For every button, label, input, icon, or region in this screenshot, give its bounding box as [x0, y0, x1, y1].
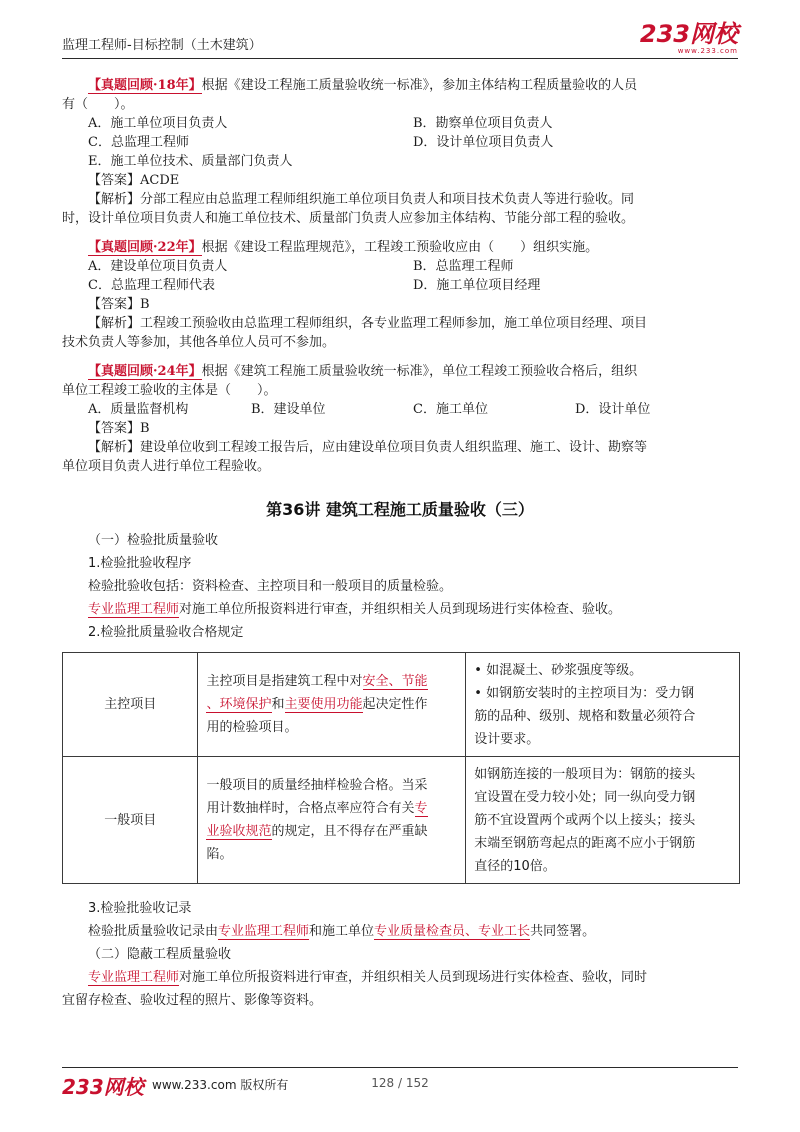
general-example-2: 宜设置在受力较小处；同一纵向受力钢	[474, 789, 696, 805]
main-control-example-2: • 如钢筋安装时的主控项目为：受力钢	[474, 685, 695, 701]
q1-stem-line1	[88, 76, 637, 96]
q2-tag: 【真题回顾·22年】	[88, 240, 202, 255]
q1-tag: 【真题回顾·18年】	[88, 78, 202, 93]
general-desc-2: 用计数抽样时，合格点率应符合有关	[206, 801, 415, 816]
heading-batch-record: 3.检验批验收记录	[88, 901, 192, 916]
q2-option-d: D．施工单位项目经理	[413, 278, 541, 293]
q1-analysis-1: 【解析】分部工程应由总监理工程师组织施工单位项目负责人和项目技术负责人等进行验收。同	[88, 192, 635, 207]
q3-analysis-1: 【解析】建设单位收到工程竣工报告后，应由建设单位项目负责人组织监理、施工、设计、勘察等	[88, 440, 648, 455]
q3-answer: 【答案】B	[88, 421, 150, 436]
q3-option-b: B．建设单位	[251, 402, 326, 417]
header-title: 监理工程师-目标控制（土木建筑）	[62, 38, 262, 53]
concealed-works-text-2: 宜留存检查、验收过程的照片、影像等资料。	[62, 993, 323, 1008]
main-control-desc-1: 主控项目是指建筑工程中对	[206, 674, 363, 689]
q3-stem-line1	[88, 362, 637, 382]
batch-inspector-paragraph	[88, 599, 621, 621]
main-control-example-4: 设计要求。	[474, 731, 540, 747]
highlight-supervisor: 专业监理工程师	[88, 602, 180, 617]
brand-logo-text: 233网校	[639, 20, 738, 48]
q3-stem-2: 单位工程竣工验收的主体是（ ）。	[62, 383, 277, 398]
heading-inspection-batch: （一）检验批质量验收	[88, 533, 219, 548]
q3-option-a: A．质量监督机构	[88, 402, 189, 417]
highlight-main-function: 主要使用功能	[284, 697, 363, 712]
highlight-supervisor-2: 专业监理工程师	[218, 924, 310, 939]
footer-brand-logo: 233网校	[62, 1075, 144, 1099]
q3-option-d: D．设计单位	[575, 402, 651, 417]
q1-option-b: B．勘察单位项目负责人	[413, 116, 553, 131]
concealed-works-paragraph	[88, 967, 647, 989]
main-control-desc-2: 和	[271, 697, 285, 712]
footer-copyright: www.233.com 版权所有	[152, 1078, 289, 1092]
q2-stem-line1	[88, 238, 598, 258]
general-example-5: 直径的10倍。	[474, 858, 556, 874]
batch-procedure-text: 检验批验收包括：资料检查、主控项目和一般项目的质量检验。	[88, 579, 453, 594]
general-example-1: 如钢筋连接的一般项目为：钢筋的接头	[474, 766, 696, 782]
q1-option-e: E．施工单位技术、质量部门负责人	[88, 154, 293, 169]
q2-stem-1: 根据《建设工程监理规范》，工程竣工预验收应由（ ）组织实施。	[201, 240, 599, 255]
heading-batch-criteria: 2.检验批质量验收合格规定	[88, 625, 244, 640]
q3-stem-1: 根据《建筑工程施工质量验收统一标准》，单位工程竣工预验收合格后，组织	[201, 364, 638, 379]
q1-stem-1: 根据《建设工程施工质量验收统一标准》，参加主体结构工程质量验收的人员	[201, 78, 638, 93]
table-row	[63, 757, 740, 884]
q1-option-a: A．施工单位项目负责人	[88, 116, 228, 131]
general-desc-3: 的规定，且不得存在严重缺	[271, 824, 428, 839]
general-desc-1: 一般项目的质量经抽样检验合格。当采	[206, 778, 428, 793]
q1-option-d: D．设计单位项目负责人	[413, 135, 554, 150]
row-label-general: 一般项目	[63, 757, 198, 884]
header-rule	[62, 58, 738, 59]
q1-stem-2: 有（ ）。	[62, 97, 134, 112]
highlight-quality-inspector: 专业质量检查员、专业工长	[374, 924, 531, 939]
footer-rule	[62, 1067, 738, 1068]
general-desc-4: 陷。	[206, 847, 233, 862]
q2-option-b: B．总监理工程师	[413, 259, 514, 274]
highlight-spec-1: 专	[414, 801, 428, 816]
q3-option-c: C．施工单位	[413, 402, 488, 417]
main-control-example-1: • 如混凝土、砂浆强度等级。	[474, 662, 643, 678]
main-control-desc-4: 用的检验项目。	[206, 720, 298, 735]
q2-analysis-2: 技术负责人等参加，其他各单位人员可不参加。	[62, 335, 336, 350]
q1-answer: 【答案】ACDE	[88, 173, 180, 188]
q2-analysis-1: 【解析】工程竣工预验收由总监理工程师组织，各专业监理工程师参加，施工单位项目经理、项目	[88, 316, 648, 331]
concealed-works-text-1: 对施工单位所报资料进行审查，并组织相关人员到现场进行实体检查、验收，同时	[179, 970, 648, 985]
q1-option-c: C．总监理工程师	[88, 135, 189, 150]
q3-analysis-2: 单位项目负责人进行单位工程验收。	[62, 459, 271, 474]
highlight-environment: 、环境保护	[206, 697, 272, 712]
q2-answer: 【答案】B	[88, 297, 150, 312]
heading-batch-procedure: 1.检验批验收程序	[88, 556, 192, 571]
general-example-3: 筋不宜设置两个或两个以上接头；接头	[474, 812, 696, 828]
batch-record-text-1: 检验批质量验收记录由	[88, 924, 219, 939]
brand-logo	[640, 22, 738, 55]
highlight-supervisor-3: 专业监理工程师	[88, 970, 180, 985]
q2-option-a: A．建设单位项目负责人	[88, 259, 228, 274]
criteria-table	[62, 652, 740, 884]
general-definition	[198, 757, 466, 884]
q3-tag: 【真题回顾·24年】	[88, 364, 202, 379]
highlight-spec-2: 业验收规范	[206, 824, 272, 839]
heading-concealed-works: （二）隐蔽工程质量验收	[88, 947, 232, 962]
q2-option-c: C．总监理工程师代表	[88, 278, 215, 293]
main-control-example-3: 筋的品种、级别、规格和数量必须符合	[474, 708, 696, 724]
general-example-4: 末端至钢筋弯起点的距离不应小于钢筋	[474, 835, 696, 851]
batch-inspector-text: 对施工单位所报资料进行审查，并组织相关人员到现场进行实体检查、验收。	[179, 602, 622, 617]
batch-record-text-2: 和施工单位	[309, 924, 375, 939]
main-control-definition	[198, 653, 466, 757]
general-examples	[466, 757, 740, 884]
lecture-title: 第36讲 建筑工程施工质量验收（三）	[266, 500, 534, 519]
table-row	[63, 653, 740, 757]
brand-logo-url: www.233.com	[677, 47, 738, 55]
row-label-main-control: 主控项目	[63, 653, 198, 757]
main-control-examples	[466, 653, 740, 757]
page-number: 128 / 152	[371, 1076, 429, 1090]
batch-record-text-3: 共同签署。	[530, 924, 596, 939]
batch-record-paragraph	[88, 921, 595, 943]
highlight-safety-energy: 安全、节能	[362, 674, 428, 689]
q1-analysis-2: 时，设计单位项目负责人和施工单位技术、质量部门负责人应参加主体结构、节能分部工程的验收。	[62, 211, 635, 226]
main-control-desc-3: 起决定性作	[362, 697, 428, 712]
